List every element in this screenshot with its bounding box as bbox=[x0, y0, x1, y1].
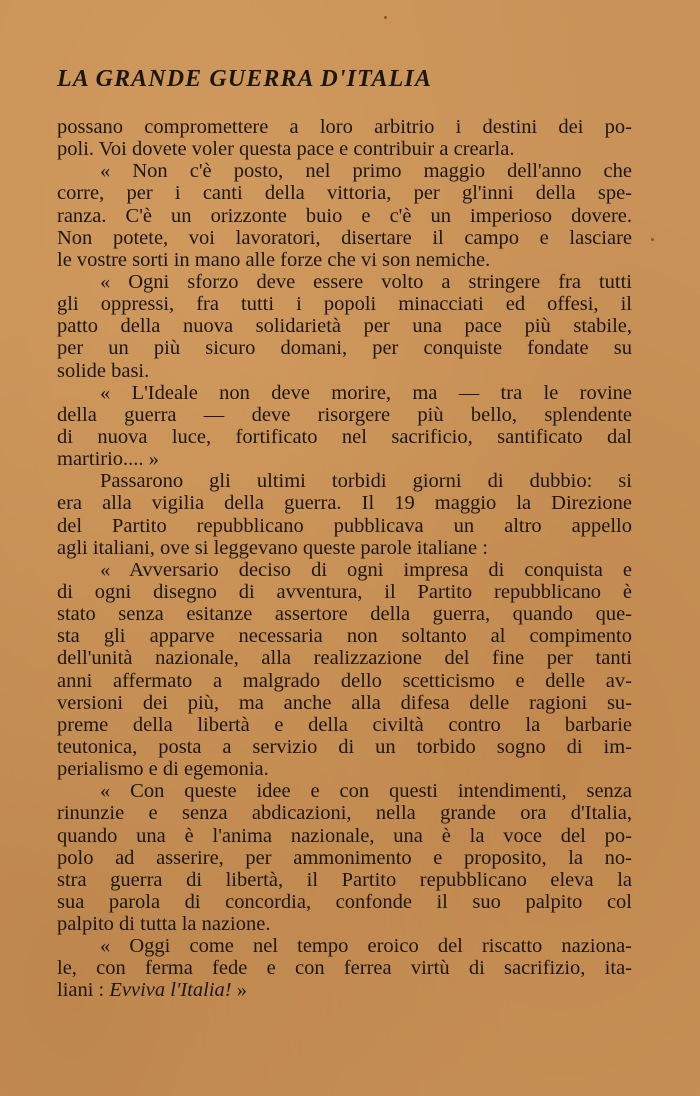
text-line: martirio.... » bbox=[57, 448, 159, 471]
text-line: gli oppressi, fra tutti i popoli minacciati ed offesi, il bbox=[57, 293, 632, 316]
text-line: le, con ferma fede e con ferrea virtù di sacrifizio, ita- bbox=[57, 957, 632, 980]
text-line: poli. Voi dovete voler questa pace e contribuir a crearla. bbox=[57, 138, 515, 161]
text-line: solide basi. bbox=[57, 359, 150, 382]
text-line: di ogni disegno di avventura, il Partito repubblicano è bbox=[57, 580, 632, 603]
text-line: versioni dei più, ma anche alla difesa delle ragioni su- bbox=[57, 691, 632, 714]
text-line: rinunzie e senza abdicazioni, nella grande ora d'Italia, bbox=[57, 802, 632, 825]
paragraph bbox=[57, 470, 632, 559]
text-line: perialismo e di egemonia. bbox=[57, 758, 269, 781]
paragraph bbox=[57, 271, 632, 382]
text-line: agli italiani, ove si leggevano queste parole italiane : bbox=[57, 536, 488, 559]
closing-line bbox=[57, 979, 632, 1001]
text-line: « Non c'è posto, nel primo maggio dell'anno che bbox=[100, 160, 632, 183]
text-line: palpito di tutta la nazione. bbox=[57, 913, 271, 936]
text-line: « Con queste idee e con questi intendimenti, senza bbox=[100, 780, 632, 803]
text-line: era alla vigilia della guerra. Il 19 maggio la Direzione bbox=[57, 492, 632, 515]
text-line: polo ad asserire, per ammonimento e proposito, la no- bbox=[57, 846, 632, 869]
running-head: LA GRANDE GUERRA D'ITALIA bbox=[57, 66, 432, 92]
text-line: patto della nuova solidarietà per una pace più stabile, bbox=[57, 315, 632, 338]
paragraph bbox=[57, 780, 632, 935]
text-line: le vostre sorti in mano alle forze che vi son nemiche. bbox=[57, 248, 491, 271]
paper-speck bbox=[651, 238, 654, 241]
text-line: corre, per i canti della vittoria, per gl'inni della spe- bbox=[57, 182, 632, 205]
body-text bbox=[57, 116, 632, 1002]
text-line: « L'Ideale non deve morire, ma — tra le rovine bbox=[100, 381, 632, 404]
text-line: « Oggi come nel tempo eroico del riscatto naziona- bbox=[100, 935, 632, 958]
text-line: possano compromettere a loro arbitrio i destini dei po- bbox=[57, 116, 632, 138]
text-line: Non potete, voi lavoratori, disertare il campo e lasciare bbox=[57, 226, 632, 249]
text-line: sta gli apparve necessaria non soltanto al compimento bbox=[57, 625, 632, 648]
text-line: della guerra — deve risorgere più bello, splendente bbox=[57, 403, 632, 426]
paragraph bbox=[57, 382, 632, 471]
paragraph bbox=[57, 160, 632, 271]
text-line: preme della libertà e della civiltà contro la barbarie bbox=[57, 713, 632, 736]
closing-exclamation: Evviva l'Italia! bbox=[109, 979, 232, 1002]
text-line: Passarono gli ultimi torbidi giorni di dubbio: si bbox=[100, 470, 632, 493]
text-line: quando una è l'anima nazionale, una è la voce del po- bbox=[57, 824, 632, 847]
closing-quote-mark: » bbox=[231, 979, 247, 1002]
text-line: sua parola di concordia, confonde il suo palpito col bbox=[57, 890, 632, 913]
text-line: anni affermato a malgrado dello scetticismo e delle av- bbox=[57, 669, 632, 692]
text-line: del Partito repubblicano pubblicava un altro appello bbox=[57, 514, 632, 537]
paper-speck bbox=[384, 16, 387, 19]
paragraph bbox=[57, 935, 632, 1001]
text-line: « Avversario deciso di ogni impresa di conquista e bbox=[100, 558, 632, 581]
paragraph bbox=[57, 559, 632, 780]
text-line: dell'unità nazionale, alla realizzazione del fine per tanti bbox=[57, 647, 632, 670]
text-line: di nuova luce, fortificato nel sacrificio, santificato dal bbox=[57, 425, 632, 448]
text-line: stato senza esitanze assertore della guerra, quando que- bbox=[57, 603, 632, 626]
closing-line-prefix: liani : bbox=[57, 979, 110, 1002]
text-line: per un più sicuro domani, per conquiste fondate su bbox=[57, 337, 632, 360]
paragraph bbox=[57, 116, 632, 160]
text-line: ranza. C'è un orizzonte buio e c'è un imperioso dovere. bbox=[57, 204, 632, 227]
text-line: stra guerra di libertà, il Partito repubblicano eleva la bbox=[57, 868, 632, 891]
text-line: teutonica, posta a servizio di un torbido sogno di im- bbox=[57, 735, 632, 758]
text-line: « Ogni sforzo deve essere volto a stringere fra tutti bbox=[100, 270, 632, 293]
